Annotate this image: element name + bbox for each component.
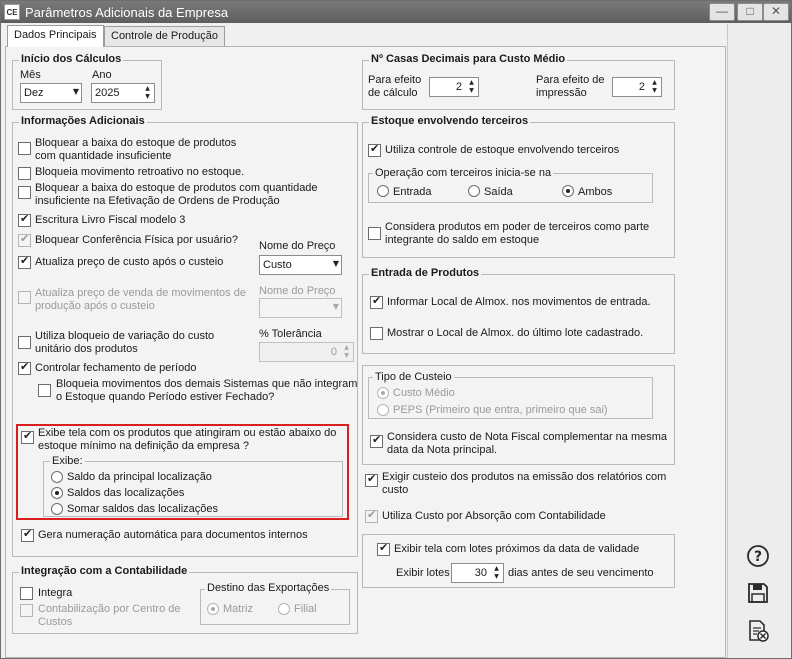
escritura-livro-checkbox[interactable] <box>18 214 31 227</box>
filial-label: Filial <box>294 603 317 615</box>
dias-value: 30 <box>474 567 487 579</box>
exibe-tela-checkbox[interactable] <box>21 431 34 444</box>
gera-numeracao-checkbox[interactable] <box>21 529 34 542</box>
ano-value: 2025 <box>95 87 120 99</box>
impressao-label: Para efeito de impressão <box>536 74 605 99</box>
document-cancel-glyph <box>746 619 770 643</box>
ano-stepper[interactable] <box>91 83 155 103</box>
controlar-fechamento-label: Controlar fechamento de período <box>35 362 197 374</box>
conferencia-fisica-label: Bloquear Conferência Física por usuário? <box>35 234 239 246</box>
mes-select[interactable] <box>20 83 82 103</box>
spin-arrows-icon[interactable]: ▲ ▼ <box>494 565 499 580</box>
ano-label: Ano <box>92 69 112 81</box>
app-icon: CE <box>4 4 20 20</box>
close-button[interactable]: ✕ <box>763 3 789 21</box>
contab-centro-checkbox[interactable] <box>20 604 33 617</box>
tab-dados-principais[interactable]: Dados Principais <box>7 25 104 47</box>
calculo-label: Para efeito de cálculo <box>368 74 422 99</box>
saldos-localizacoes-radio[interactable] <box>51 487 63 499</box>
operacao-title: Operação com terceiros inicia-se na <box>375 167 552 179</box>
peps-label: PEPS (Primeiro que entra, primeiro que sai) <box>393 404 608 416</box>
bloqueia-retroativo-label: Bloqueia movimento retroativo no estoque. <box>35 166 245 178</box>
saida-radio[interactable] <box>468 185 480 197</box>
conferencia-fisica-checkbox[interactable] <box>18 234 31 247</box>
svg-text:?: ? <box>753 549 763 565</box>
exibir-lotes-label: Exibir tela com lotes próximos da data de validade <box>394 543 640 555</box>
saida-label: Saída <box>484 186 513 198</box>
atualiza-venda-label: Atualiza preço de venda de movimentos de produção após o custeio <box>35 287 246 312</box>
calculo-value: 2 <box>455 81 462 93</box>
chevron-down-icon: ▼ <box>72 87 79 96</box>
dias-label: dias antes de seu vencimento <box>508 567 654 579</box>
tolerancia-value: 0 <box>330 346 337 358</box>
mes-value: Dez <box>24 87 44 99</box>
saldo-principal-radio[interactable] <box>51 471 63 483</box>
minimize-button[interactable]: — <box>709 3 735 21</box>
exibe-tela-label: Exibe tela com os produtos que atingiram ou estão abaixo do estoque mínimo na definição da empresa ? <box>38 427 337 452</box>
absorcao-label: Utiliza Custo por Absorção com Contabilidade <box>382 510 606 522</box>
absorcao-checkbox[interactable] <box>365 510 378 523</box>
terceiros-title: Estoque envolvendo terceiros <box>371 115 529 127</box>
ambos-label: Ambos <box>578 186 613 198</box>
floppy-disk-icon <box>746 581 770 605</box>
spin-arrows-icon[interactable]: ▲ ▼ <box>652 79 657 94</box>
exigir-custeio-label: Exigir custeio dos produtos na emissão dos relatórios com custo <box>382 471 667 496</box>
window-title: Parâmetros Adicionais da Empresa <box>25 5 229 20</box>
bloquear-baixa-label: Bloquear a baixa do estoque de produtos com quantidade insuficiente <box>35 137 237 162</box>
tipo-custeio-title: Tipo de Custeio <box>375 371 452 383</box>
bloquear-baixa-checkbox[interactable] <box>18 142 31 155</box>
calculo-stepper[interactable] <box>429 77 479 97</box>
filial-radio[interactable] <box>278 603 290 615</box>
considera-nf-checkbox[interactable] <box>370 435 383 448</box>
ambos-radio[interactable] <box>562 185 574 197</box>
save-icon[interactable] <box>746 581 770 605</box>
casas-decimais-title: Nº Casas Decimais para Custo Médio <box>371 53 566 65</box>
bloquear-ordens-checkbox[interactable] <box>18 186 31 199</box>
nome-preco2-select[interactable] <box>259 298 342 318</box>
informar-local-label: Informar Local de Almox. nos movimentos de entrada. <box>387 296 651 308</box>
utiliza-terceiros-checkbox[interactable] <box>368 144 381 157</box>
tolerancia-label: % Tolerância <box>259 328 322 340</box>
help-icon-glyph <box>746 544 770 568</box>
contab-centro-label: Contabilização por Centro de Custos <box>38 603 181 628</box>
integracao-title: Integração com a Contabilidade <box>21 565 188 577</box>
spin-arrows-icon[interactable]: ▲ ▼ <box>145 85 150 100</box>
help-icon[interactable] <box>746 544 770 568</box>
impressao-value: 2 <box>638 81 645 93</box>
bloqueia-retroativo-checkbox[interactable] <box>18 167 31 180</box>
exibir-lotes-prefix: Exibir lotes <box>396 567 450 579</box>
peps-radio[interactable] <box>377 404 389 416</box>
considera-terceiros-label: Considera produtos em poder de terceiros como parte integrante do saldo em estoque <box>385 221 650 246</box>
gera-numeracao-label: Gera numeração automática para documentos internos <box>38 529 308 541</box>
exibir-lotes-checkbox[interactable] <box>377 543 390 556</box>
utiliza-bloqueio-checkbox[interactable] <box>18 336 31 349</box>
exigir-custeio-checkbox[interactable] <box>365 474 378 487</box>
somar-saldos-label: Somar saldos das localizações <box>67 503 219 515</box>
utiliza-terceiros-label: Utiliza controle de estoque envolvendo terceiros <box>385 144 620 156</box>
spin-arrows-icon[interactable]: ▲ ▼ <box>344 344 349 359</box>
cancel-document-icon[interactable] <box>746 619 770 643</box>
maximize-button[interactable]: □ <box>737 3 763 21</box>
bloqueia-sistemas-checkbox[interactable] <box>38 384 51 397</box>
atualiza-venda-checkbox[interactable] <box>18 291 31 304</box>
informacoes-title: Informações Adicionais <box>21 115 145 127</box>
somar-saldos-radio[interactable] <box>51 503 63 515</box>
utiliza-bloqueio-label: Utiliza bloqueio de variação do custo unitário dos produtos <box>35 330 215 355</box>
chevron-down-icon: ▼ <box>332 302 339 311</box>
matriz-label: Matriz <box>223 603 253 615</box>
entrada-group <box>362 267 675 354</box>
atualiza-custo-label: Atualiza preço de custo após o custeio <box>35 256 224 268</box>
impressao-stepper[interactable] <box>612 77 662 97</box>
exibe-group-title: Exibe: <box>52 455 83 467</box>
nome-preco-value: Custo <box>263 259 292 271</box>
saldo-principal-label: Saldo da principal localização <box>67 471 212 483</box>
inicio-calculos-title: Início dos Cálculos <box>21 53 122 65</box>
nome-preco-select[interactable] <box>259 255 342 275</box>
considera-nf-label: Considera custo de Nota Fiscal complementar na mesma data da Nota principal. <box>387 431 668 456</box>
integra-checkbox[interactable] <box>20 587 33 600</box>
custo-medio-label: Custo Médio <box>393 387 455 399</box>
mostrar-local-checkbox[interactable] <box>370 327 383 340</box>
informar-local-checkbox[interactable] <box>370 296 383 309</box>
mostrar-local-label: Mostrar o Local de Almox. do último lote cadastrado. <box>387 327 644 339</box>
tab-controle-producao[interactable]: Controle de Produção <box>104 26 225 47</box>
considera-terceiros-checkbox[interactable] <box>368 227 381 240</box>
tolerancia-stepper[interactable] <box>259 342 354 362</box>
nome-preco2-label: Nome do Preço <box>259 285 336 297</box>
mes-label: Mês <box>20 69 41 81</box>
custo-medio-radio[interactable] <box>377 387 389 399</box>
bloqueia-sistemas-label: Bloqueia movimentos dos demais Sistemas que não integram o Estoque quando Período estiver Fechado? <box>56 378 358 403</box>
controlar-fechamento-checkbox[interactable] <box>18 362 31 375</box>
chevron-down-icon: ▼ <box>332 259 339 268</box>
entrada-radio[interactable] <box>377 185 389 197</box>
destino-title: Destino das Exportações <box>207 582 330 594</box>
entrada-title: Entrada de Produtos <box>371 267 480 279</box>
saldos-localizacoes-label: Saldos das localizações <box>67 487 185 499</box>
atualiza-custo-checkbox[interactable] <box>18 256 31 269</box>
matriz-radio[interactable] <box>207 603 219 615</box>
dias-stepper[interactable] <box>451 563 504 583</box>
entrada-label: Entrada <box>393 186 432 198</box>
integra-label: Integra <box>38 587 73 599</box>
nome-preco-label: Nome do Preço <box>259 240 336 252</box>
bloquear-ordens-label: Bloquear a baixa do estoque de produtos com quantidade insuficiente na Efetivação de Ordens de Produção <box>35 182 318 207</box>
escritura-livro-label: Escritura Livro Fiscal modelo 3 <box>35 214 186 226</box>
spin-arrows-icon[interactable]: ▲ ▼ <box>469 79 474 94</box>
title-bar <box>1 1 791 23</box>
